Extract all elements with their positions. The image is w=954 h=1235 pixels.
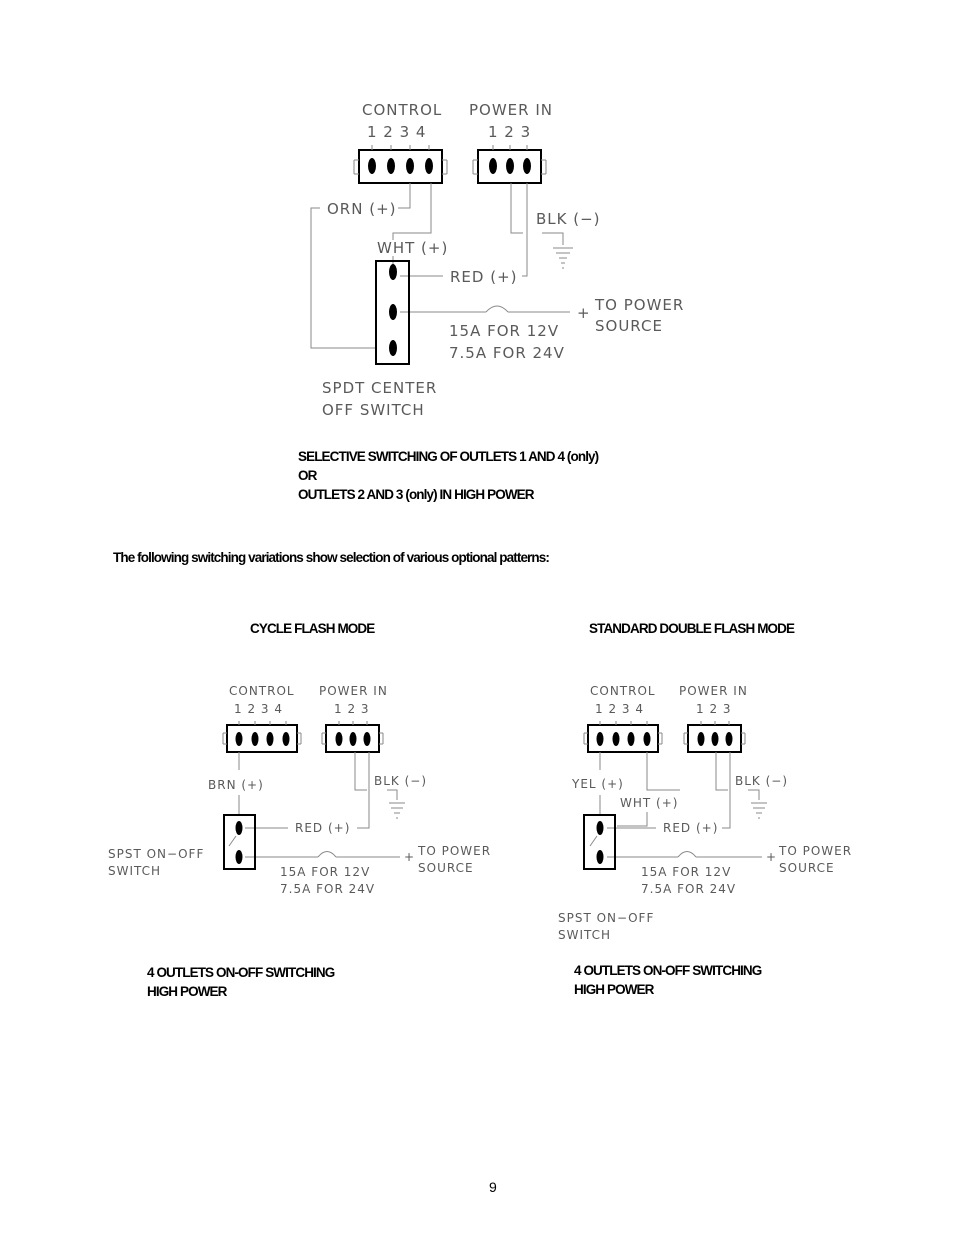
top-caption	[298, 447, 598, 504]
top-caption-line3: OUTLETS 2 AND 3 (only) IN HIGH POWER	[298, 487, 534, 502]
intro-text: The following switching variations show selection of various optional patterns:	[113, 550, 549, 565]
right-control-connector	[584, 721, 662, 752]
left-power-pin-numbers: 1 2 3	[334, 702, 370, 716]
left-caption-line2: HIGH POWER	[147, 984, 227, 999]
right-yel-wire-label: YEL (+)	[572, 777, 624, 791]
right-power-connector	[684, 721, 745, 752]
left-power-in-label: POWER IN	[319, 684, 388, 698]
top-orn-wire-label: ORN (+)	[327, 200, 397, 218]
top-wht-wire-label: WHT (+)	[377, 239, 449, 257]
right-caption-line2: HIGH POWER	[574, 982, 654, 997]
left-caption-line1: 4 OUTLETS ON-OFF SWITCHING	[147, 965, 335, 980]
right-caption-line1: 4 OUTLETS ON-OFF SWITCHING	[574, 963, 762, 978]
top-power-in-label: POWER IN	[469, 101, 553, 119]
left-fuse-24v-label: 7.5A FOR 24V	[280, 882, 376, 896]
right-ground-symbol	[751, 803, 767, 818]
left-control-label: CONTROL	[229, 684, 295, 698]
left-to-power-label: TO POWER	[418, 844, 492, 858]
right-source-label: SOURCE	[779, 861, 835, 875]
left-plus-sign: +	[404, 850, 416, 864]
right-spst-switch	[584, 815, 615, 869]
left-spst-switch	[224, 815, 255, 869]
left-switch-label-line2: SWITCH	[108, 864, 162, 878]
left-wiring-diagram	[108, 684, 491, 896]
right-red-wire-label: RED (+)	[663, 821, 719, 835]
right-fuse-24v-label: 7.5A FOR 24V	[641, 882, 737, 896]
top-power-connector	[473, 145, 546, 183]
right-power-in-label: POWER IN	[679, 684, 748, 698]
top-to-power-label: TO POWER	[595, 296, 685, 314]
right-control-pin-numbers: 1 2 3 4	[595, 702, 644, 716]
left-wires	[239, 752, 400, 857]
left-red-wire-label: RED (+)	[295, 821, 351, 835]
left-source-label: SOURCE	[418, 861, 474, 875]
top-fuse-12v-label: 15A FOR 12V	[449, 322, 560, 340]
top-switch-label-line2: OFF SWITCH	[322, 401, 425, 419]
right-caption	[574, 961, 761, 999]
right-to-power-label: TO POWER	[779, 844, 853, 858]
left-ground-symbol	[389, 803, 405, 818]
top-control-label: CONTROL	[362, 101, 443, 119]
left-switch-label-line1: SPST ON−OFF	[108, 847, 205, 861]
top-control-pin-numbers: 1 2 3 4	[367, 123, 427, 141]
top-blk-wire-label: BLK (−)	[536, 210, 601, 228]
top-power-pin-numbers: 1 2 3	[488, 123, 532, 141]
right-blk-wire-label: BLK (−)	[735, 774, 789, 788]
right-switch-label-line1: SPST ON−OFF	[558, 911, 655, 925]
top-red-wire-label: RED (+)	[450, 268, 518, 286]
right-plus-sign: +	[766, 850, 778, 864]
right-wiring-diagram	[558, 684, 852, 942]
left-control-connector	[223, 721, 301, 752]
right-control-label: CONTROL	[590, 684, 656, 698]
right-fuse-12v-label: 15A FOR 12V	[641, 865, 732, 879]
top-control-connector	[354, 145, 447, 183]
left-fuse-12v-label: 15A FOR 12V	[280, 865, 371, 879]
left-power-connector	[322, 721, 383, 752]
cycle-flash-heading: CYCLE FLASH MODE	[250, 621, 375, 636]
left-brn-wire-label: BRN (+)	[208, 778, 264, 792]
left-caption	[147, 963, 334, 1001]
right-switch-label-line2: SWITCH	[558, 928, 612, 942]
top-caption-line1: SELECTIVE SWITCHING OF OUTLETS 1 AND 4 (only)	[298, 449, 599, 464]
top-caption-line2: OR	[298, 468, 317, 483]
right-power-pin-numbers: 1 2 3	[696, 702, 732, 716]
top-source-label: SOURCE	[595, 317, 663, 335]
top-fuse-24v-label: 7.5A FOR 24V	[449, 344, 565, 362]
top-wiring-diagram	[311, 101, 684, 419]
left-control-pin-numbers: 1 2 3 4	[234, 702, 283, 716]
right-wht-wire-label: WHT (+)	[620, 796, 679, 810]
standard-double-flash-heading: STANDARD DOUBLE FLASH MODE	[589, 621, 795, 636]
top-switch-label-line1: SPDT CENTER	[322, 379, 438, 397]
page-number: 9	[489, 1179, 497, 1195]
top-plus-sign: +	[577, 304, 591, 322]
left-blk-wire-label: BLK (−)	[374, 774, 428, 788]
top-ground-symbol	[553, 248, 573, 268]
